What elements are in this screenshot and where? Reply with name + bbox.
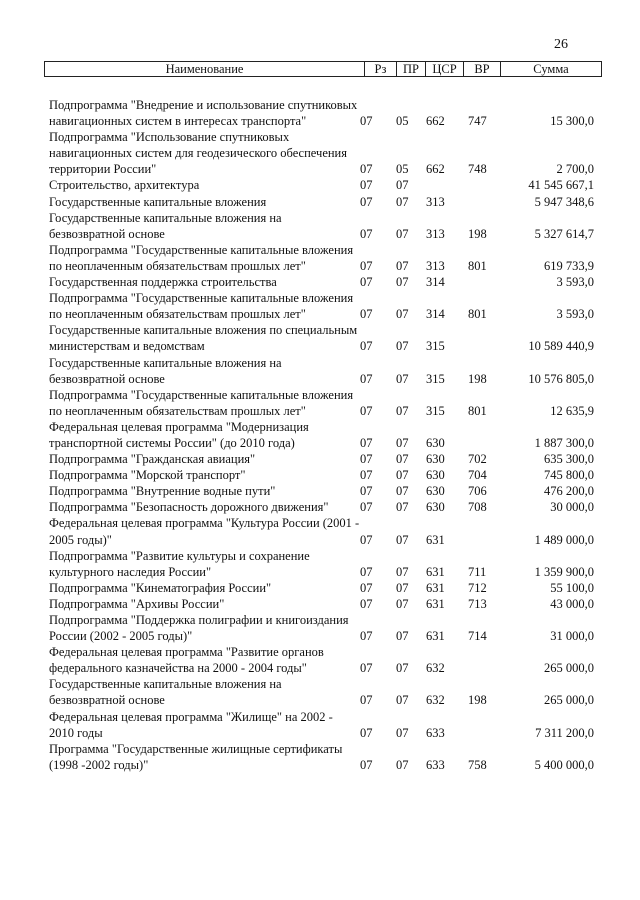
cell-pr: 07 [396,580,409,595]
cell-name: Подпрограмма "Морской транспорт" [49,468,246,483]
cell-name: Федеральная целевая программа "Жилище" на 2002 - 2010 годы [49,709,333,740]
cell-pr: 07 [396,307,409,322]
cell-name: Подпрограмма "Безопасность дорожного движения" [49,500,329,515]
cell-csr: 313 [426,258,445,273]
cell-vr: 747 [468,114,487,129]
cell-vr: 711 [468,564,487,579]
cell-name: Подпрограмма "Развитие культуры и сохранение культурного наследия России" [49,548,310,579]
cell-rz: 07 [360,500,373,515]
cell-csr: 631 [426,596,445,611]
cell-pr: 07 [396,178,409,193]
cell-vr: 712 [468,580,487,595]
cell-rz: 07 [360,258,373,273]
cell-name: Подпрограмма "Внутренние водные пути" [49,484,276,499]
table-row [49,451,594,467]
cell-pr: 07 [396,629,409,644]
cell-csr: 314 [426,275,445,290]
header-vr: ВР [464,62,501,76]
cell-sum: 30 000,0 [550,500,594,515]
cell-vr: 198 [468,226,487,241]
cell-sum: 10 576 805,0 [528,371,594,386]
cell-name: Государственные капитальные вложения на безвозвратной основе [49,355,282,386]
table-row [49,419,594,451]
table-row [49,467,594,483]
cell-name: Подпрограмма "Гражданская авиация" [49,452,256,467]
cell-name: Федеральная целевая программа "Развитие органов федерального казначейства на 2000 - 2004 годы" [49,645,324,676]
budget-table-body [49,97,594,773]
cell-vr: 706 [468,484,487,499]
table-row [49,741,594,773]
table-row [49,129,594,177]
cell-rz: 07 [360,307,373,322]
cell-csr: 632 [426,661,445,676]
cell-rz: 07 [360,371,373,386]
cell-vr: 708 [468,500,487,515]
cell-sum: 265 000,0 [544,693,594,708]
table-row [49,97,594,129]
cell-csr: 630 [426,500,445,515]
cell-csr: 313 [426,194,445,209]
cell-csr: 313 [426,226,445,241]
cell-vr: 702 [468,452,487,467]
cell-rz: 07 [360,629,373,644]
table-row [49,355,594,387]
cell-sum: 5 327 614,7 [534,226,594,241]
cell-name: Подпрограмма "Кинематография России" [49,580,272,595]
cell-sum: 745 800,0 [544,468,594,483]
cell-csr: 632 [426,693,445,708]
cell-sum: 31 000,0 [550,629,594,644]
table-row [49,194,594,210]
cell-csr: 662 [426,114,445,129]
cell-pr: 07 [396,596,409,611]
cell-sum: 41 545 667,1 [528,178,594,193]
cell-rz: 07 [360,532,373,547]
cell-name: Государственные капитальные вложения на безвозвратной основе [49,210,282,241]
table-row [49,548,594,580]
cell-rz: 07 [360,178,373,193]
table-row [49,676,594,708]
cell-rz: 07 [360,580,373,595]
cell-sum: 5 400 000,0 [534,757,594,772]
cell-sum: 5 947 348,6 [534,194,594,209]
cell-csr: 633 [426,725,445,740]
cell-pr: 05 [396,114,409,129]
cell-csr: 315 [426,403,445,418]
cell-rz: 07 [360,757,373,772]
cell-rz: 07 [360,403,373,418]
cell-vr: 758 [468,757,487,772]
cell-pr: 07 [396,725,409,740]
table-row [49,612,594,644]
cell-sum: 1 489 000,0 [534,532,594,547]
cell-name: Подпрограмма "Использование спутниковых навигационных систем для геодезического обеспечения территории России" [49,130,347,177]
cell-pr: 07 [396,484,409,499]
cell-pr: 07 [396,435,409,450]
cell-pr: 07 [396,371,409,386]
table-row [49,709,594,741]
cell-vr: 713 [468,596,487,611]
cell-rz: 07 [360,162,373,177]
table-header [44,61,602,77]
cell-sum: 10 589 440,9 [528,339,594,354]
cell-sum: 2 700,0 [556,162,594,177]
header-name: Наименование [45,62,365,76]
cell-name: Государственные капитальные вложения по специальным министерствам и ведомствам [49,323,358,354]
table-row [49,515,594,547]
cell-sum: 1 887 300,0 [534,435,594,450]
cell-pr: 07 [396,500,409,515]
cell-pr: 07 [396,468,409,483]
cell-name: Подпрограмма "Государственные капитальные вложения по неоплаченным обязательствам прошлых лет" [49,242,354,273]
cell-vr: 801 [468,403,487,418]
cell-sum: 3 593,0 [556,275,594,290]
cell-pr: 07 [396,757,409,772]
cell-vr: 748 [468,162,487,177]
table-row [49,387,594,419]
cell-pr: 05 [396,162,409,177]
cell-pr: 07 [396,258,409,273]
cell-rz: 07 [360,452,373,467]
table-row [49,290,594,322]
cell-vr: 198 [468,693,487,708]
cell-name: Государственные капитальные вложения [49,194,267,209]
table-row [49,580,594,596]
cell-name: Федеральная целевая программа "Модернизация транспортной системы России" (до 2010 года) [49,419,309,450]
cell-csr: 631 [426,580,445,595]
header-sum: Сумма [533,62,569,76]
cell-name: Федеральная целевая программа "Культура России (2001 - 2005 годы)" [49,516,360,547]
cell-pr: 07 [396,403,409,418]
cell-pr: 07 [396,339,409,354]
cell-name: Строительство, архитектура [49,178,200,193]
cell-sum: 476 200,0 [544,484,594,499]
table-row [49,210,594,242]
table-row [49,177,594,193]
cell-rz: 07 [360,661,373,676]
cell-name: Государственная поддержка строительства [49,275,277,290]
cell-sum: 43 000,0 [550,596,594,611]
cell-sum: 12 635,9 [550,403,594,418]
cell-vr: 704 [468,468,487,483]
cell-csr: 631 [426,564,445,579]
cell-pr: 07 [396,532,409,547]
cell-name: Подпрограмма "Архивы России" [49,596,225,611]
cell-csr: 662 [426,162,445,177]
cell-sum: 55 100,0 [550,580,594,595]
cell-rz: 07 [360,226,373,241]
cell-sum: 619 733,9 [544,258,594,273]
cell-vr: 801 [468,258,487,273]
cell-name: Подпрограмма "Поддержка полиграфии и книгоиздания России (2002 - 2005 годы)" [49,613,349,644]
table-row [49,499,594,515]
cell-rz: 07 [360,339,373,354]
cell-sum: 1 359 900,0 [534,564,594,579]
cell-name: Государственные капитальные вложения на безвозвратной основе [49,677,282,708]
cell-rz: 07 [360,435,373,450]
table-row [49,322,594,354]
table-row [49,274,594,290]
cell-pr: 07 [396,693,409,708]
cell-csr: 631 [426,629,445,644]
table-row [49,644,594,676]
cell-vr: 714 [468,629,487,644]
cell-sum: 7 311 200,0 [535,725,594,740]
header-rz: Рз [365,62,397,76]
cell-csr: 631 [426,532,445,547]
cell-csr: 630 [426,452,445,467]
cell-name: Подпрограмма "Государственные капитальные вложения по неоплаченным обязательствам прошлых лет" [49,387,354,418]
cell-pr: 07 [396,275,409,290]
cell-vr: 801 [468,307,487,322]
cell-pr: 07 [396,194,409,209]
cell-vr: 198 [468,371,487,386]
cell-rz: 07 [360,468,373,483]
table-row [49,483,594,499]
cell-rz: 07 [360,194,373,209]
cell-sum: 15 300,0 [550,114,594,129]
cell-csr: 314 [426,307,445,322]
cell-csr: 630 [426,484,445,499]
cell-csr: 630 [426,468,445,483]
header-pr: ПР [397,62,426,76]
cell-pr: 07 [396,661,409,676]
cell-rz: 07 [360,564,373,579]
cell-rz: 07 [360,725,373,740]
header-csr: ЦСР [426,62,464,76]
cell-pr: 07 [396,452,409,467]
page-number: 26 [554,37,568,52]
cell-name: Подпрограмма "Государственные капитальные вложения по неоплаченным обязательствам прошлых лет" [49,291,354,322]
cell-csr: 315 [426,339,445,354]
cell-sum: 635 300,0 [544,452,594,467]
cell-rz: 07 [360,114,373,129]
cell-name: Подпрограмма "Внедрение и использование спутниковых навигационных систем в интересах транспорта" [49,98,358,129]
cell-sum: 265 000,0 [544,661,594,676]
cell-name: Программа "Государственные жилищные сертификаты (1998 -2002 годы)" [49,741,343,772]
cell-csr: 630 [426,435,445,450]
cell-pr: 07 [396,564,409,579]
cell-rz: 07 [360,484,373,499]
cell-rz: 07 [360,596,373,611]
table-row [49,596,594,612]
cell-rz: 07 [360,275,373,290]
cell-sum: 3 593,0 [556,307,594,322]
table-row [49,242,594,274]
cell-rz: 07 [360,693,373,708]
cell-csr: 315 [426,371,445,386]
cell-csr: 633 [426,757,445,772]
cell-pr: 07 [396,226,409,241]
